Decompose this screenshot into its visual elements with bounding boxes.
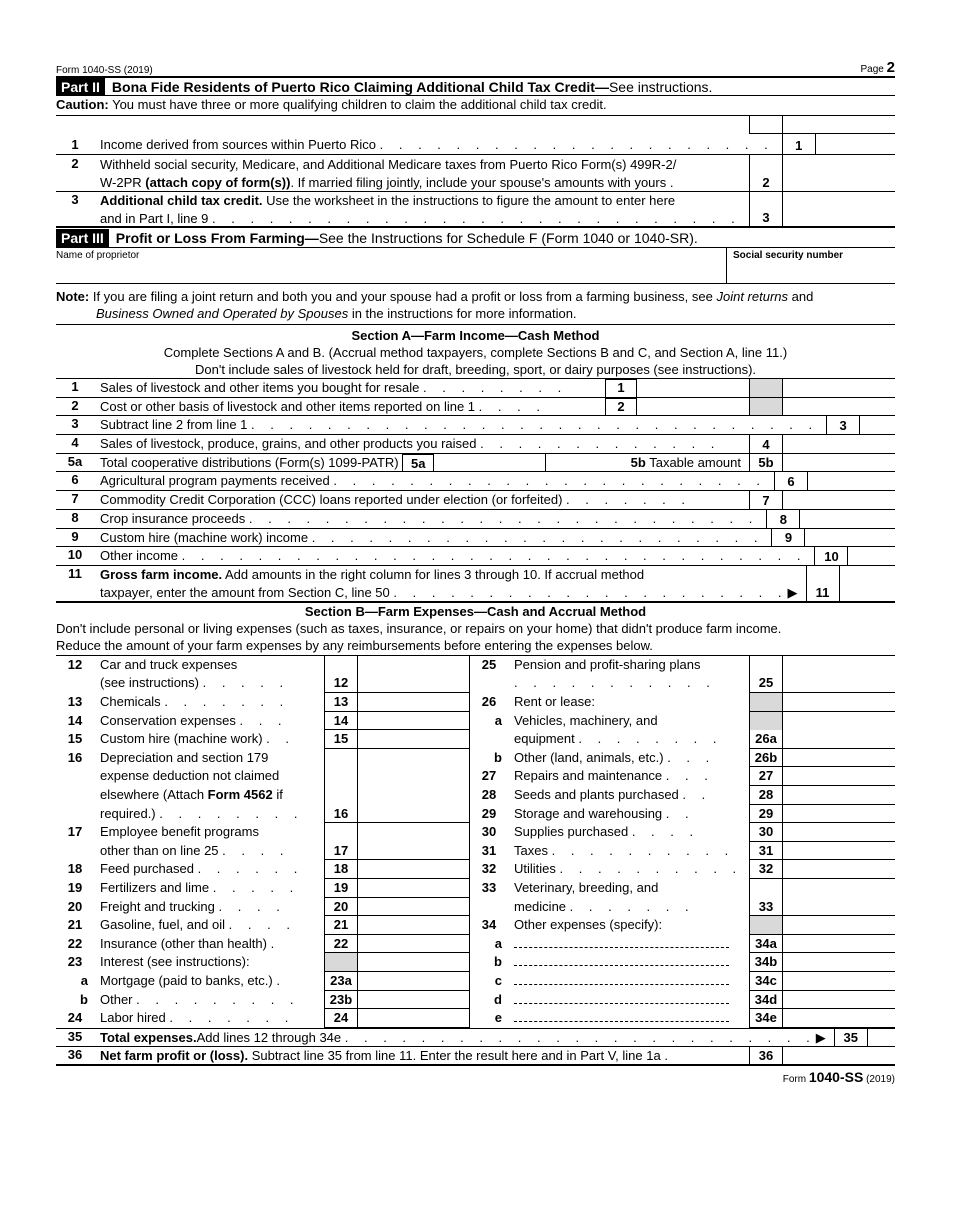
- sec-a-line-3-amount[interactable]: [860, 416, 972, 434]
- sec-a-line-1-amount[interactable]: [637, 379, 749, 397]
- sec-a-line-11: 11 Gross farm income. Add amounts in the right column for lines 3 through 10. If accrual method taxpayer, enter the amount from Section C, line 50 . . . . . . . . . . . . . . . . . . . . . ▶ 11: [56, 566, 895, 603]
- form-footer: Form 1040-SS (2019): [782, 1068, 895, 1085]
- ssn-field[interactable]: Social security number: [733, 250, 844, 261]
- line-24-amount[interactable]: [358, 1009, 470, 1028]
- proprietor-name-field[interactable]: Name of proprietor: [56, 248, 727, 283]
- part2-line-3: 3 Additional child tax credit. Use the worksheet in the instructions to figure the amount to enter here and in Part I, line 9 . . . . . . . . . . . . . . . . . . . . . . . . . . . . 3: [56, 192, 895, 228]
- part2-line-2: 2 Withheld social security, Medicare, and Additional Medicare taxes from Puerto Rico Form(s) 499R-2/ W-2PR (attach copy of form(s)). If married filing jointly, include your spouse's amounts with yours . 2: [56, 155, 895, 192]
- sec-a-line-5a-amount[interactable]: [434, 454, 546, 472]
- expenses-left-column: 12 Car and truck expenses (see instructions) . . . . . 12 13 Chemicals . . . . . . . 13 14 Conservation expenses . . . 14 15 Custom hire (machine work) . . 15 16 Depreciation and section 179 expense deduction not claimed elsewhere (Attach Form 4562 if required.) . . . . . . . . 16 17 Employee benefit programs other than on line 25 . . . . 17 18 Feed purchased . . . . . . 18 19 Fertilizers and lime . . . . . 19 20 Freight and trucking . . . . 20 21 Gasoline, fuel, and oil . . . . 21 22 Insurance (other than health) . 22 23 Interest (see instructions): a Mortgage (paid to banks, etc.) . 23a b Other . . . . . . . . . 23b 24 Labor hired . . . . . . . 24: [56, 656, 470, 1028]
- section-a-title: Section A—Farm Income—Cash Method: [351, 328, 600, 343]
- form-page: [56, 54, 895, 1085]
- line-23b-amount[interactable]: [358, 991, 470, 1010]
- sec-a-line-8: 8 Crop insurance proceeds . . . . . . . . . . . . . . . . . . . . . . . . . . . 8: [56, 510, 895, 529]
- arrow-icon: ▶: [787, 584, 798, 600]
- part2-line-1-amount[interactable]: [816, 134, 928, 154]
- line-15-amount[interactable]: [358, 730, 470, 749]
- sec-a-line-2: 2 Cost or other basis of livestock and other items reported on line 1 . . . . 2: [56, 398, 895, 417]
- line-14-amount[interactable]: [358, 712, 470, 731]
- line-35-amount[interactable]: [868, 1029, 980, 1046]
- sec-a-line-3: 3 Subtract line 2 from line 1 . . . . . . . . . . . . . . . . . . . . . . . . . . . . . . 3: [56, 416, 895, 435]
- sec-a-line-9: 9 Custom hire (machine work) income . . . . . . . . . . . . . . . . . . . . . . . . 9: [56, 529, 895, 548]
- line-32-amount[interactable]: [783, 860, 895, 879]
- sec-a-line-5b-amount[interactable]: [783, 454, 895, 472]
- part2-title: Bona Fide Residents of Puerto Rico Claiming Additional Child Tax Credit—: [111, 78, 609, 95]
- line-25-amount[interactable]: [783, 674, 895, 693]
- line-34b-amount[interactable]: [783, 953, 895, 972]
- line-29-amount[interactable]: [783, 805, 895, 824]
- line-27-amount[interactable]: [783, 767, 895, 786]
- section-a-intro-2: Don't include sales of livestock held for draft, breeding, sport, or dairy purposes (see instructions).: [56, 361, 895, 379]
- line-28-amount[interactable]: [783, 786, 895, 805]
- line-19-amount[interactable]: [358, 879, 470, 898]
- form-id: Form 1040-SS (2019): [56, 65, 153, 76]
- line-20-amount[interactable]: [358, 898, 470, 917]
- line-31-amount[interactable]: [783, 842, 895, 861]
- sec-a-line-4: 4 Sales of livestock, produce, grains, and other products you raised . . . . . . . . . . . . . 4: [56, 435, 895, 454]
- part3-label: Part III: [56, 229, 109, 247]
- line-34d-amount[interactable]: [783, 991, 895, 1010]
- section-b-title: Section B—Farm Expenses—Cash and Accrual Method: [304, 603, 647, 619]
- sec-a-line-10: 10 Other income . . . . . . . . . . . . . . . . . . . . . . . . . . . . . . . . . 10: [56, 547, 895, 566]
- caution-text: Caution: You must have three or more qualifying children to claim the additional child tax credit.: [56, 96, 895, 116]
- part2-line-3-amount[interactable]: [783, 192, 895, 226]
- part2-line-2-amount[interactable]: [783, 155, 895, 191]
- line-34c-amount[interactable]: [783, 972, 895, 991]
- line-17-amount[interactable]: [358, 842, 470, 861]
- sec-a-line-10-amount[interactable]: [848, 547, 960, 565]
- sec-a-line-2-amount[interactable]: [637, 398, 749, 416]
- line-34e-specify[interactable]: [514, 1010, 729, 1022]
- sec-a-line-8-amount[interactable]: [800, 510, 912, 528]
- part3-header: Part III Profit or Loss From Farming— See the Instructions for Schedule F (Form 1040 or 1040-SR).: [56, 228, 895, 248]
- line-18-amount[interactable]: [358, 860, 470, 879]
- line-34e-amount[interactable]: [783, 1009, 895, 1028]
- sec-a-line-7-amount[interactable]: [783, 491, 895, 509]
- page-number: Page 2: [860, 59, 895, 76]
- page-header: [56, 54, 895, 76]
- expenses-grid: [56, 655, 895, 1028]
- line-23a-amount[interactable]: [358, 972, 470, 991]
- section-a-intro-1: Complete Sections A and B. (Accrual method taxpayers, complete Sections B and C, and Section A, line 11.): [163, 345, 788, 360]
- sec-a-line-7: 7 Commodity Credit Corporation (CCC) loans reported under election (or forfeited) . . . . . . . 7: [56, 491, 895, 510]
- note-text: Note: If you are filing a joint return and both you and your spouse had a profit or loss from a farming business, see Joint returns and Business Owned and Operated by Spouses in the instructions for more information.: [56, 284, 895, 325]
- line-35: 35 Total expenses. Add lines 12 through 34e . . . . . . . . . . . . . . . . . . . . . . . . . ▶ 35: [56, 1028, 895, 1047]
- sec-a-line-6: 6 Agricultural program payments received . . . . . . . . . . . . . . . . . . . . . . . 6: [56, 472, 895, 491]
- line-36: 36 Net farm profit or (loss). Subtract line 35 from line 11. Enter the result here and in Part V, line 1a . 36: [56, 1047, 895, 1066]
- part2-label: Part II: [56, 78, 105, 96]
- line-34a-specify[interactable]: [514, 936, 729, 948]
- line-34b-specify[interactable]: [514, 954, 729, 966]
- part3-title: Profit or Loss From Farming—: [115, 229, 319, 246]
- line-34a-amount[interactable]: [783, 935, 895, 954]
- line-12-amount[interactable]: [358, 674, 470, 693]
- sec-a-line-11-amount[interactable]: [840, 566, 952, 601]
- line-34d-specify[interactable]: [514, 992, 729, 1004]
- sec-a-line-9-amount[interactable]: [805, 529, 917, 547]
- line-21-amount[interactable]: [358, 916, 470, 935]
- sec-a-line-4-amount[interactable]: [783, 435, 895, 453]
- part2-line-1: 1 Income derived from sources within Puerto Rico . . . . . . . . . . . . . . . . . . . . . 1: [56, 134, 895, 155]
- line-33-amount[interactable]: [783, 898, 895, 917]
- sec-a-line-6-amount[interactable]: [808, 472, 920, 490]
- sec-a-line-1: 1 Sales of livestock and other items you bought for resale . . . . . . . . 1: [56, 379, 895, 398]
- expenses-right-column: 25 Pension and profit-sharing plans . . . . . . . . . . . 25 26 Rent or lease: a Vehicles, machinery, and equipment . . . . . . . . 26a b Other (land, animals, etc.) . . . 26b 27 Repairs and maintenance . . . 27 28 Seeds and plants purchased . . 28 29 Storage and warehousing . . 29 30 Supplies purchased . . . . 30 31 Taxes . . . . . . . . . . 31 32 Utilities . . . . . . . . . . 32 33 Veterinary, breeding, and medicine . . . . . . . 33 34 Other expenses (specify): a 34a b 34b c 34c d 34d e 34e: [470, 656, 895, 1028]
- arrow-icon: ▶: [815, 1029, 826, 1045]
- line-22-amount[interactable]: [358, 935, 470, 954]
- section-b-intro-1: Don't include personal or living expenses (such as taxes, insurance, or repairs on your home) that didn't produce farm income.: [56, 620, 782, 636]
- line-16-amount[interactable]: [358, 805, 470, 824]
- line-26a-amount[interactable]: [783, 730, 895, 749]
- part2-header: Part II Bona Fide Residents of Puerto Rico Claiming Additional Child Tax Credit— See instructions.: [56, 76, 895, 96]
- name-ssn-row: [56, 248, 895, 284]
- line-26b-amount[interactable]: [783, 749, 895, 768]
- line-30-amount[interactable]: [783, 823, 895, 842]
- line-13-amount[interactable]: [358, 693, 470, 712]
- section-b-intro-2: Reduce the amount of your farm expenses by any reimbursements before entering the expenses below.: [56, 637, 653, 653]
- line-34c-specify[interactable]: [514, 973, 729, 985]
- sec-a-line-5: 5a Total cooperative distributions (Form(s) 1099-PATR) 5a 5b Taxable amount 5b: [56, 454, 895, 473]
- line-36-amount[interactable]: [783, 1047, 895, 1064]
